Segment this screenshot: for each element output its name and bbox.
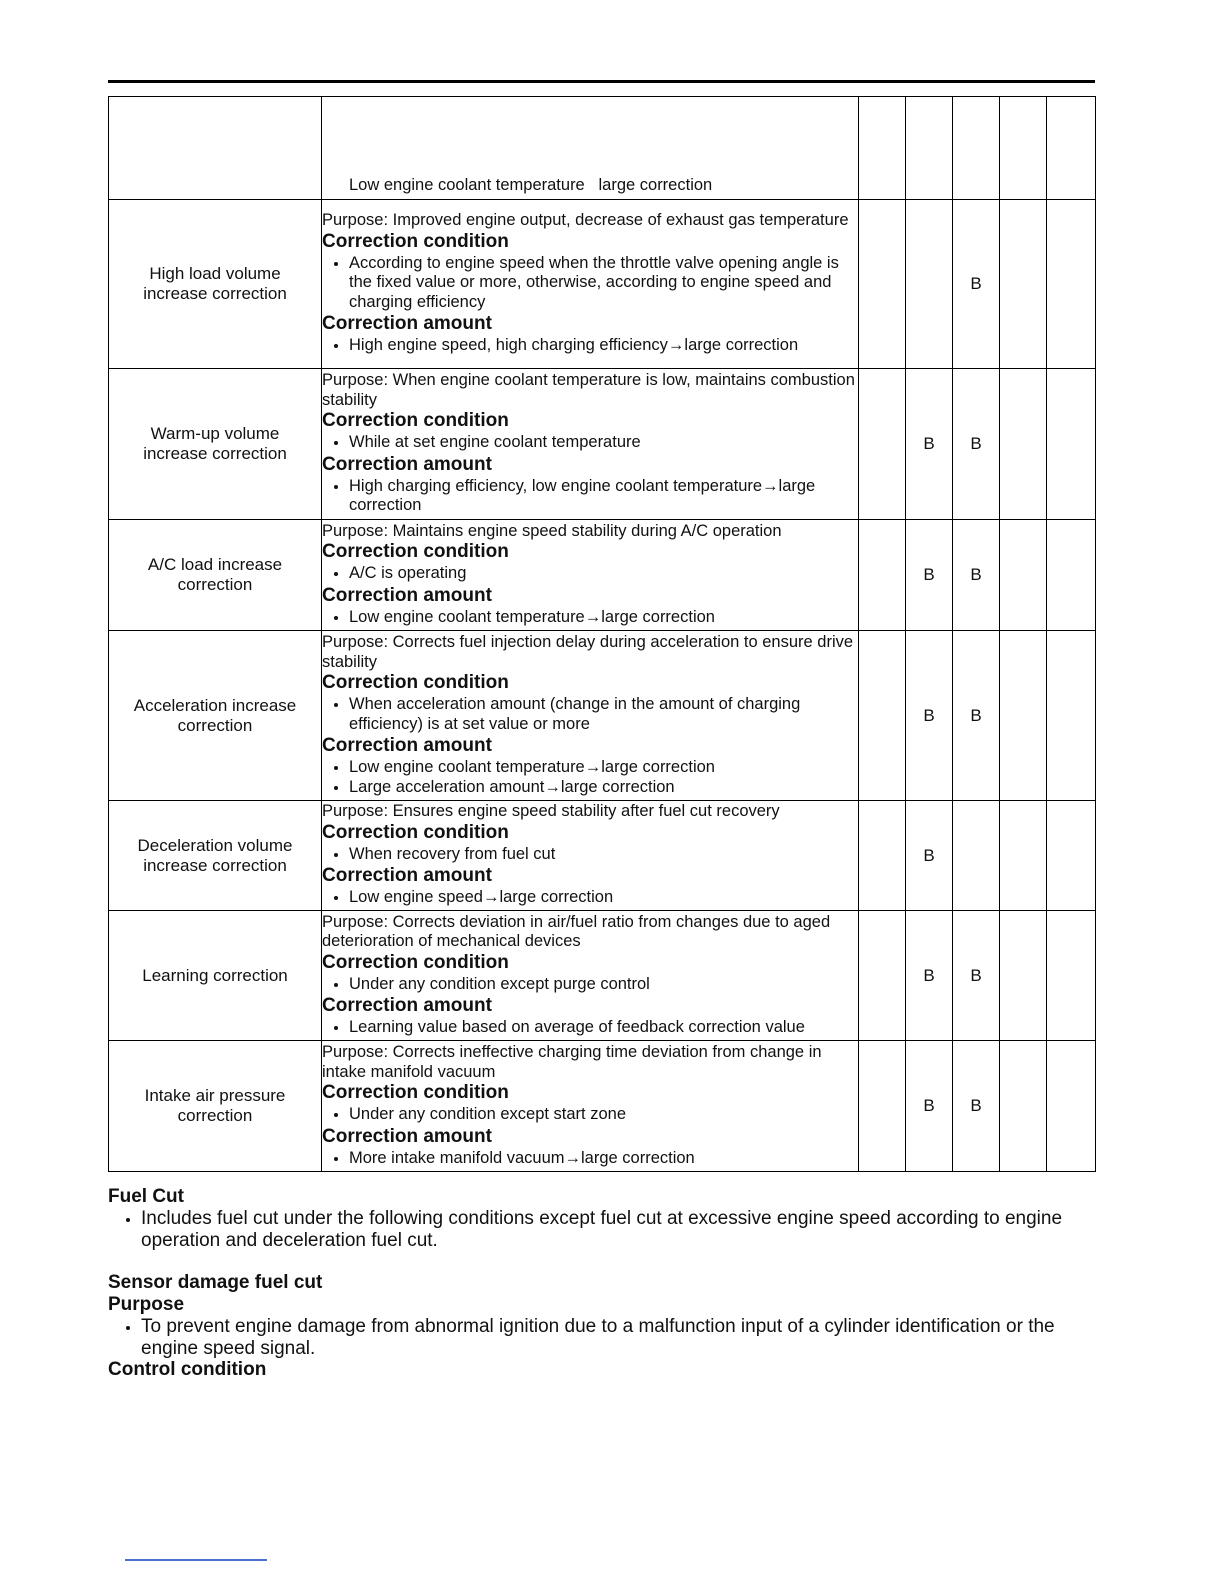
sensor-damage-heading: Sensor damage fuel cut	[108, 1272, 323, 1293]
applicability-mark	[1047, 631, 1096, 801]
correction-name-cell	[109, 801, 322, 911]
correction-name-cell	[109, 520, 322, 631]
applicability-mark: B	[906, 801, 953, 911]
condition-item: • While at set engine coolant temperature	[349, 433, 858, 453]
table-row	[109, 520, 1096, 631]
amount-item: • Low engine speed→large correction	[349, 888, 858, 908]
correction-condition-heading: Correction condition	[322, 951, 509, 973]
correction-name-line: increase correction	[143, 284, 287, 303]
purpose-text: Purpose: Improved engine output, decrease of exhaust gas temperature	[322, 211, 849, 230]
purpose-heading: Purpose	[108, 1294, 185, 1315]
applicability-mark	[1047, 911, 1096, 1041]
correction-amount-heading: Correction amount	[322, 865, 492, 887]
correction-amount-heading: Correction amount	[322, 1125, 492, 1147]
applicability-mark	[859, 200, 906, 369]
correction-amount-heading: Correction amount	[322, 313, 492, 335]
applicability-mark	[1047, 369, 1096, 520]
correction-name-cell	[109, 369, 322, 520]
applicability-mark: B	[953, 520, 1000, 631]
correction-condition-heading: Correction condition	[322, 410, 509, 432]
correction-condition-heading: Correction condition	[322, 1082, 509, 1103]
applicability-mark	[859, 631, 906, 801]
correction-name-line: High load volume	[149, 264, 281, 283]
table-row	[109, 97, 1096, 200]
purpose-text: Purpose: Corrects ineffective charging time deviation from change in intake manifold vacuum	[322, 1043, 822, 1081]
amount-item: • Learning value based on average of feedback correction value	[349, 1018, 858, 1038]
applicability-mark	[1000, 369, 1047, 520]
correction-name-line: correction	[177, 575, 253, 594]
table-row	[109, 631, 1096, 801]
applicability-mark	[859, 520, 906, 631]
fuel-cut-bullet: • Includes fuel cut under the following conditions except fuel cut at excessive engine speed according to engine operation and deceleration fuel cut.	[141, 1208, 1098, 1251]
condition-item: • According to engine speed when the throttle valve opening angle is the fixed value or more, otherwise, according to engine speed and charging efficiency	[349, 254, 858, 313]
correction-description-cell	[322, 520, 859, 631]
applicability-mark	[906, 200, 953, 369]
purpose-text: Purpose: Corrects fuel injection delay during acceleration to ensure drive stability	[322, 633, 854, 671]
correction-name-line: A/C load increase	[147, 555, 283, 574]
correction-amount-heading: Correction amount	[322, 735, 492, 756]
correction-description-cell	[322, 1041, 859, 1172]
amount-item: • Low engine coolant temperature→large correction	[349, 608, 858, 628]
correction-condition-heading: Correction condition	[322, 230, 509, 252]
condition-item: • When recovery from fuel cut	[349, 845, 858, 865]
table-row	[109, 369, 1096, 520]
correction-name-line: correction	[177, 1106, 253, 1125]
applicability-mark: B	[953, 200, 1000, 369]
applicability-mark	[1000, 1041, 1047, 1172]
applicability-mark: B	[906, 911, 953, 1041]
condition-item: • When acceleration amount (change in the amount of charging efficiency) is at set value or more	[349, 695, 858, 734]
correction-condition-heading: Correction condition	[322, 541, 509, 563]
correction-name-cell	[109, 631, 322, 801]
correction-description-cell	[322, 369, 859, 520]
correction-name-cell	[109, 200, 322, 369]
row-desc-cell	[322, 97, 859, 200]
correction-description-cell	[322, 200, 859, 369]
correction-name-line: increase correction	[143, 855, 287, 875]
correction-name-line: Warm-up volume	[150, 424, 280, 443]
applicability-mark	[859, 369, 906, 520]
correction-description-cell	[322, 911, 859, 1041]
applicability-mark	[1000, 911, 1047, 1041]
control-condition-heading: Control condition	[108, 1359, 267, 1380]
correction-amount-heading: Correction amount	[322, 584, 492, 606]
correction-name-line: Intake air pressure	[144, 1086, 286, 1105]
correction-condition-heading: Correction condition	[322, 672, 509, 693]
applicability-mark	[1047, 801, 1096, 911]
condition-item: • A/C is operating	[349, 564, 858, 584]
correction-condition-heading: Correction condition	[322, 821, 509, 843]
applicability-mark: B	[906, 520, 953, 631]
correction-table	[108, 96, 1096, 1172]
amount-item: • High charging efficiency, low engine coolant temperature→large correction	[349, 477, 858, 516]
row-name-cell	[109, 97, 322, 200]
applicability-mark: B	[953, 631, 1000, 801]
purpose-text: Purpose: Maintains engine speed stability during A/C operation	[322, 521, 782, 540]
fuel-cut-section	[108, 1186, 1098, 1381]
footer-link-underline[interactable]	[125, 1559, 267, 1561]
correction-description-cell	[322, 801, 859, 911]
correction-name-cell	[109, 1041, 322, 1172]
purpose-text: Purpose: Ensures engine speed stability after fuel cut recovery	[322, 802, 780, 821]
table-row	[109, 1041, 1096, 1172]
applicability-mark	[859, 911, 906, 1041]
correction-name-line: Learning correction	[142, 965, 288, 985]
table-row	[109, 200, 1096, 369]
applicability-mark: B	[906, 369, 953, 520]
correction-amount-heading: Correction amount	[322, 995, 492, 1016]
amount-item: • Large acceleration amount→large correction	[349, 778, 858, 798]
applicability-mark	[859, 1041, 906, 1172]
applicability-mark	[1000, 520, 1047, 631]
condition-item: • Under any condition except purge control	[349, 975, 858, 995]
correction-amount-heading: Correction amount	[322, 453, 492, 475]
amount-item: • More intake manifold vacuum→large correction	[349, 1149, 858, 1169]
applicability-mark: B	[906, 1041, 953, 1172]
header-rule	[108, 80, 1095, 83]
applicability-mark: B	[953, 1041, 1000, 1172]
condition-item: • Under any condition except start zone	[349, 1105, 858, 1125]
correction-name-line: Acceleration increase	[133, 695, 297, 715]
applicability-mark	[953, 801, 1000, 911]
amount-item: • Low engine coolant temperature→large correction	[349, 758, 858, 778]
applicability-mark	[1047, 1041, 1096, 1172]
correction-name-line: Deceleration volume	[137, 835, 293, 855]
correction-name-cell	[109, 911, 322, 1041]
purpose-text: Purpose: Corrects deviation in air/fuel ratio from changes due to aged deterioration of mechanical devices	[322, 912, 831, 950]
continued-amount-text: Low engine coolant temperature large correction	[349, 175, 713, 194]
correction-name-line: increase correction	[143, 444, 287, 463]
applicability-mark	[1000, 631, 1047, 801]
applicability-mark: B	[953, 911, 1000, 1041]
applicability-mark	[859, 801, 906, 911]
amount-item: • High engine speed, high charging efficiency→large correction	[349, 336, 858, 356]
applicability-mark	[1000, 200, 1047, 369]
correction-name-line: correction	[177, 715, 253, 735]
table-row	[109, 801, 1096, 911]
applicability-mark: B	[953, 369, 1000, 520]
applicability-mark	[1047, 200, 1096, 369]
applicability-mark: B	[906, 631, 953, 801]
purpose-text: Purpose: When engine coolant temperature is low, maintains combustion stability	[322, 371, 855, 409]
fuel-cut-heading: Fuel Cut	[108, 1186, 184, 1207]
purpose-bullet: • To prevent engine damage from abnormal ignition due to a malfunction input of a cylinder identification or the engine speed signal.	[141, 1316, 1098, 1359]
correction-description-cell	[322, 631, 859, 801]
applicability-mark	[1000, 801, 1047, 911]
table-row	[109, 911, 1096, 1041]
applicability-mark	[1047, 520, 1096, 631]
